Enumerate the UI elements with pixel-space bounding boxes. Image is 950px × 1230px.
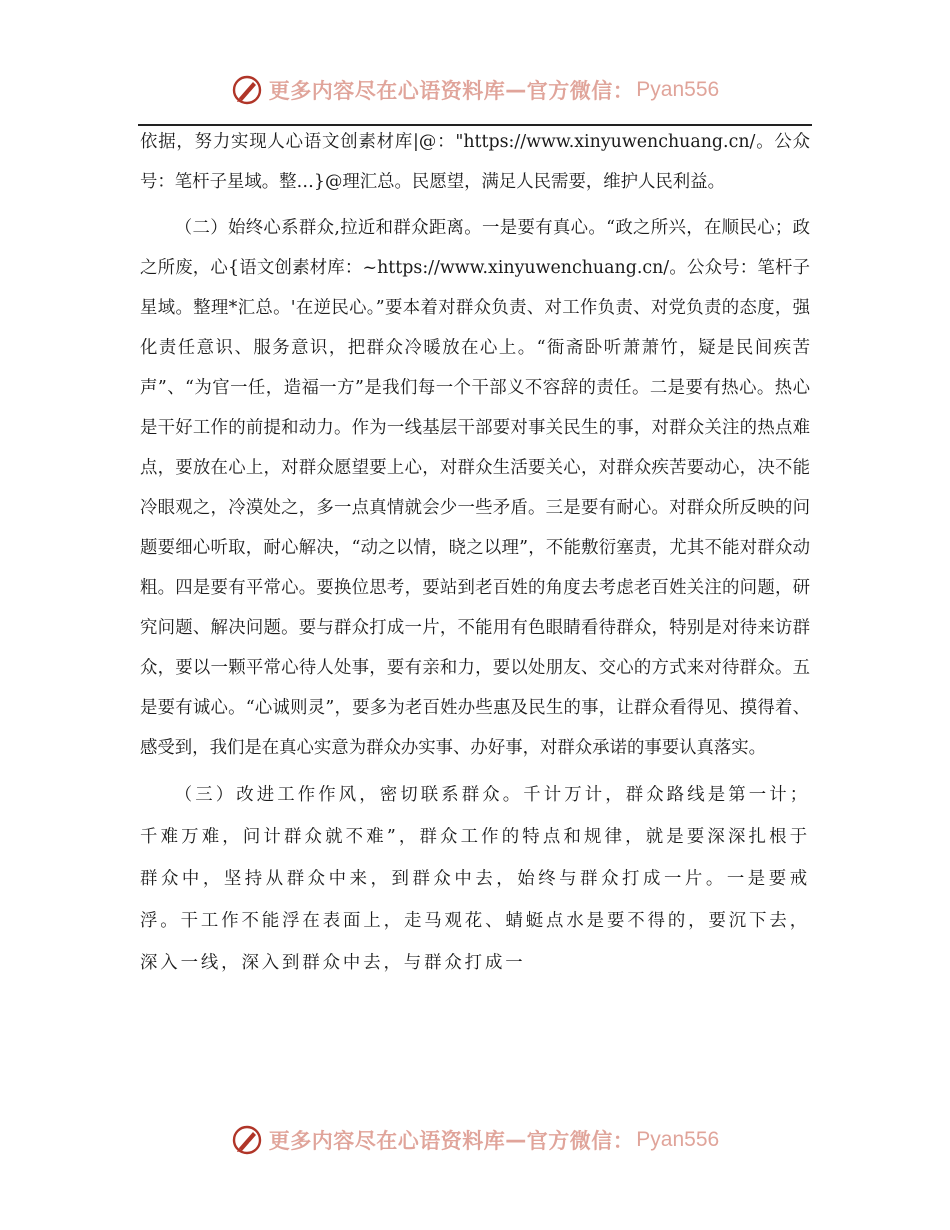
paragraph-3: （三）改进工作作风，密切联系群众。千计万计，群众路线是第一计；千难万难，问计群众就不难”，群众工作的特点和规律，就是要深深扎根于群众中，坚持从群众中来，到群众中去，始终与群众打成一片。一是要戒浮。干工作不能浮在表面上，走马观花、蜻蜓点水是要不得的，要沉下去，深入一线，深入到群众中去，与群众打成一: [140, 785, 810, 973]
banner-dash: —: [505, 1128, 527, 1152]
banner-official-label: 官方微信：: [526, 79, 635, 103]
header-banner: [0, 68, 950, 112]
pen-logo-icon: [231, 74, 263, 106]
banner-title: 更多内容尽在心语资料库: [268, 1129, 506, 1153]
pen-logo-icon: [231, 1124, 263, 1156]
footer-banner: [0, 1118, 950, 1162]
banner-dash: —: [505, 78, 527, 102]
banner-wechat-id: Pyan556: [636, 78, 720, 101]
banner-wechat-id: Pyan556: [636, 1128, 720, 1151]
paragraph-2: （二）始终心系群众,拉近和群众距离。一是要有真心。“政之所兴，在顺民心；政之所废，心{语文创素材库：~https://www.xinyuwenchuang.cn/。公众号：笔杆子星域。整理*汇总。'在逆民心。”要本着对群众负责、对工作负责、对党负责的态度，强化责任意识、服务意识，把群众冷暖放在心上。“衙斋卧听萧萧竹，疑是民间疾苦声”、“为官一任，造福一方”是我们每一个干部义不容辞的责任。二是要有热心。热心是干好工作的前提和动力。作为一线基层干部要对事关民生的事，对群众关注的热点难点，要放在心上，对群众愿望要上心，对群众生活要关心，对群众疾苦要动心，决不能冷眼观之，冷漠处之，多一点真情就会少一些矛盾。三是要有耐心。对群众所反映的问题要细心听取，耐心解决，“动之以情，晓之以理”，不能敷衍塞责，尤其不能对群众动粗。四是要有平常心。要换位思考，要站到老百姓的角度去考虑老百姓关注的问题，研究问题、解决问题。要与群众打成一片，不能用有色眼睛看待群众，特别是对待来访群众，要以一颗平常心待人处事，要有亲和力，要以处朋友、交心的方式来对待群众。五是要有诚心。“心诚则灵”，要多为老百姓办些惠及民生的事，让群众看得见、摸得着、感受到，我们是在真心实意为群众办实事、办好事，对群众承诺的事要认真落实。: [140, 218, 810, 758]
paragraph-1: 依据，努力实现人心语文创素材库|@："https://www.xinyuwenchuang.cn/。公众号：笔杆子星域。整…}@理汇总。民愿望，满足人民需要，维护人民利益。: [140, 132, 810, 192]
banner-official-label: 官方微信：: [526, 1129, 635, 1153]
document-body: [140, 122, 810, 984]
banner-title: 更多内容尽在心语资料库: [268, 79, 506, 103]
